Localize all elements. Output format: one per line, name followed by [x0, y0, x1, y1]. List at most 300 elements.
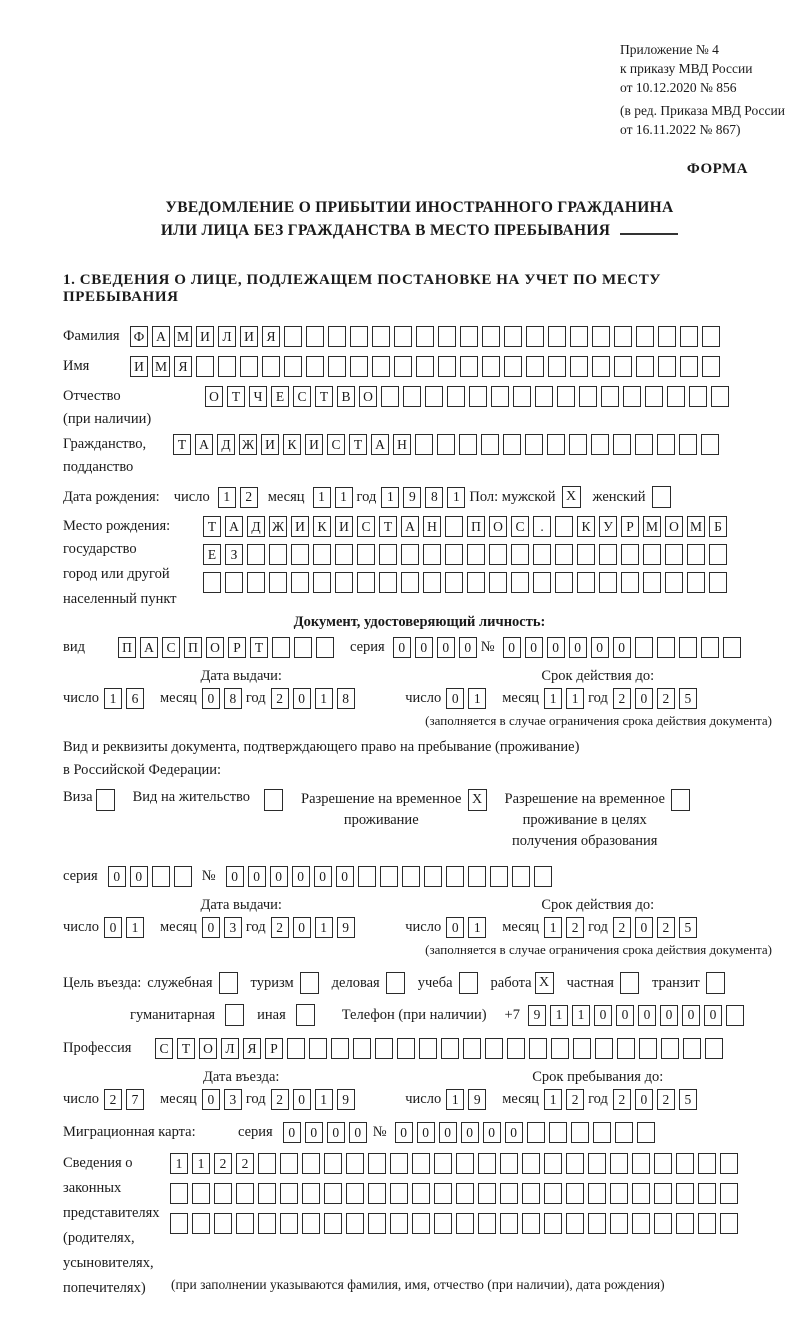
char-box[interactable]: 1: [468, 688, 486, 709]
char-box[interactable]: [269, 572, 287, 593]
char-box[interactable]: [698, 1153, 716, 1174]
char-box[interactable]: [434, 1213, 452, 1234]
char-box[interactable]: [346, 1183, 364, 1204]
char-box[interactable]: [357, 572, 375, 593]
char-box[interactable]: [676, 1213, 694, 1234]
char-box[interactable]: О: [665, 516, 683, 537]
char-box[interactable]: 1: [313, 487, 331, 508]
char-box[interactable]: 1: [192, 1153, 210, 1174]
char-box[interactable]: 8: [425, 487, 443, 508]
char-box[interactable]: 1: [550, 1005, 568, 1026]
char-box[interactable]: [346, 1213, 364, 1234]
char-box[interactable]: [445, 544, 463, 565]
char-box[interactable]: 0: [437, 637, 455, 658]
char-box[interactable]: [570, 326, 588, 347]
char-box[interactable]: 0: [349, 1122, 367, 1143]
char-box[interactable]: Т: [379, 516, 397, 537]
char-box[interactable]: 2: [236, 1153, 254, 1174]
char-box[interactable]: [456, 1213, 474, 1234]
char-box[interactable]: П: [118, 637, 136, 658]
char-box[interactable]: [284, 326, 302, 347]
char-box[interactable]: [701, 637, 719, 658]
char-box[interactable]: [403, 386, 421, 407]
char-box[interactable]: [438, 326, 456, 347]
char-box[interactable]: [372, 356, 390, 377]
char-box[interactable]: [511, 544, 529, 565]
char-box[interactable]: 6: [126, 688, 144, 709]
char-box[interactable]: [522, 1213, 540, 1234]
char-box[interactable]: [533, 544, 551, 565]
char-box[interactable]: [667, 386, 685, 407]
char-box[interactable]: 1: [218, 487, 236, 508]
char-box[interactable]: [328, 326, 346, 347]
char-box[interactable]: С: [511, 516, 529, 537]
char-box[interactable]: [702, 326, 720, 347]
char-box[interactable]: [478, 1213, 496, 1234]
char-box[interactable]: [423, 544, 441, 565]
char-box[interactable]: [423, 572, 441, 593]
char-box[interactable]: 0: [270, 866, 288, 887]
char-box[interactable]: 0: [248, 866, 266, 887]
char-box[interactable]: 9: [403, 487, 421, 508]
char-box[interactable]: [513, 386, 531, 407]
char-box[interactable]: [511, 572, 529, 593]
char-box[interactable]: [709, 572, 727, 593]
char-box[interactable]: [456, 1153, 474, 1174]
temp-residence-permit-checkbox[interactable]: X: [468, 789, 487, 811]
char-box[interactable]: 1: [170, 1153, 188, 1174]
char-box[interactable]: 0: [202, 1089, 220, 1110]
char-box[interactable]: 3: [224, 917, 242, 938]
char-box[interactable]: Е: [203, 544, 221, 565]
char-box[interactable]: [419, 1038, 437, 1059]
char-box[interactable]: [324, 1213, 342, 1234]
char-box[interactable]: [709, 544, 727, 565]
char-box[interactable]: [610, 1183, 628, 1204]
purpose-other-checkbox[interactable]: [296, 1004, 315, 1026]
char-box[interactable]: [306, 326, 324, 347]
char-box[interactable]: А: [152, 326, 170, 347]
char-box[interactable]: [687, 544, 705, 565]
char-box[interactable]: 0: [327, 1122, 345, 1143]
char-box[interactable]: 1: [544, 917, 562, 938]
char-box[interactable]: [291, 572, 309, 593]
char-box[interactable]: [379, 544, 397, 565]
char-box[interactable]: [306, 356, 324, 377]
char-box[interactable]: 5: [679, 1089, 697, 1110]
char-box[interactable]: [467, 544, 485, 565]
char-box[interactable]: Т: [177, 1038, 195, 1059]
visa-checkbox[interactable]: [96, 789, 115, 811]
char-box[interactable]: [577, 572, 595, 593]
char-box[interactable]: [544, 1213, 562, 1234]
char-box[interactable]: 2: [104, 1089, 122, 1110]
char-box[interactable]: Е: [271, 386, 289, 407]
char-box[interactable]: [482, 326, 500, 347]
char-box[interactable]: [225, 572, 243, 593]
char-box[interactable]: [507, 1038, 525, 1059]
char-box[interactable]: М: [687, 516, 705, 537]
char-box[interactable]: [500, 1183, 518, 1204]
char-box[interactable]: [698, 1183, 716, 1204]
char-box[interactable]: [240, 356, 258, 377]
char-box[interactable]: [720, 1213, 738, 1234]
char-box[interactable]: [570, 356, 588, 377]
char-box[interactable]: [555, 516, 573, 537]
char-box[interactable]: [485, 1038, 503, 1059]
char-box[interactable]: [214, 1183, 232, 1204]
char-box[interactable]: [645, 386, 663, 407]
purpose-private-checkbox[interactable]: [620, 972, 639, 994]
char-box[interactable]: 0: [660, 1005, 678, 1026]
char-box[interactable]: [491, 386, 509, 407]
char-box[interactable]: [522, 1153, 540, 1174]
char-box[interactable]: 2: [566, 1089, 584, 1110]
char-box[interactable]: О: [205, 386, 223, 407]
char-box[interactable]: [658, 356, 676, 377]
char-box[interactable]: [687, 572, 705, 593]
char-box[interactable]: [434, 1183, 452, 1204]
char-box[interactable]: [390, 1213, 408, 1234]
char-box[interactable]: [269, 544, 287, 565]
purpose-study-checkbox[interactable]: [459, 972, 478, 994]
char-box[interactable]: М: [174, 326, 192, 347]
char-box[interactable]: [592, 326, 610, 347]
char-box[interactable]: А: [371, 434, 389, 455]
char-box[interactable]: [214, 1213, 232, 1234]
char-box[interactable]: Я: [243, 1038, 261, 1059]
char-box[interactable]: 7: [126, 1089, 144, 1110]
char-box[interactable]: О: [489, 516, 507, 537]
char-box[interactable]: [353, 1038, 371, 1059]
char-box[interactable]: [680, 326, 698, 347]
char-box[interactable]: 1: [335, 487, 353, 508]
char-box[interactable]: [425, 386, 443, 407]
char-box[interactable]: Ж: [239, 434, 257, 455]
char-box[interactable]: 0: [704, 1005, 722, 1026]
char-box[interactable]: 5: [679, 688, 697, 709]
char-box[interactable]: 1: [446, 1089, 464, 1110]
char-box[interactable]: 0: [503, 637, 521, 658]
purpose-work-checkbox[interactable]: X: [535, 972, 554, 994]
char-box[interactable]: А: [195, 434, 213, 455]
char-box[interactable]: [632, 1183, 650, 1204]
char-box[interactable]: [481, 434, 499, 455]
char-box[interactable]: 1: [315, 688, 333, 709]
purpose-transit-checkbox[interactable]: [706, 972, 725, 994]
char-box[interactable]: [665, 572, 683, 593]
char-box[interactable]: [599, 544, 617, 565]
char-box[interactable]: 1: [566, 688, 584, 709]
char-box[interactable]: [415, 434, 433, 455]
char-box[interactable]: И: [130, 356, 148, 377]
char-box[interactable]: [258, 1153, 276, 1174]
char-box[interactable]: С: [155, 1038, 173, 1059]
char-box[interactable]: 1: [126, 917, 144, 938]
char-box[interactable]: [247, 544, 265, 565]
char-box[interactable]: 0: [439, 1122, 457, 1143]
char-box[interactable]: 9: [337, 1089, 355, 1110]
char-box[interactable]: [302, 1213, 320, 1234]
char-box[interactable]: 0: [415, 637, 433, 658]
char-box[interactable]: [698, 1213, 716, 1234]
char-box[interactable]: [571, 1122, 589, 1143]
char-box[interactable]: [438, 356, 456, 377]
char-box[interactable]: 9: [468, 1089, 486, 1110]
edu-residence-permit-checkbox[interactable]: [671, 789, 690, 811]
char-box[interactable]: [381, 386, 399, 407]
char-box[interactable]: [639, 1038, 657, 1059]
char-box[interactable]: Т: [173, 434, 191, 455]
char-box[interactable]: [555, 544, 573, 565]
char-box[interactable]: [467, 572, 485, 593]
char-box[interactable]: [579, 386, 597, 407]
char-box[interactable]: [294, 637, 312, 658]
char-box[interactable]: [258, 1213, 276, 1234]
char-box[interactable]: [441, 1038, 459, 1059]
char-box[interactable]: [459, 434, 477, 455]
char-box[interactable]: 0: [108, 866, 126, 887]
char-box[interactable]: [357, 544, 375, 565]
char-box[interactable]: 0: [393, 637, 411, 658]
char-box[interactable]: 2: [271, 1089, 289, 1110]
char-box[interactable]: [610, 1153, 628, 1174]
residence-permit-checkbox[interactable]: [264, 789, 283, 811]
char-box[interactable]: [701, 434, 719, 455]
char-box[interactable]: [522, 1183, 540, 1204]
char-box[interactable]: [358, 866, 376, 887]
char-box[interactable]: [588, 1153, 606, 1174]
char-box[interactable]: 0: [202, 688, 220, 709]
char-box[interactable]: [723, 637, 741, 658]
char-box[interactable]: 0: [525, 637, 543, 658]
char-box[interactable]: [262, 356, 280, 377]
char-box[interactable]: 8: [224, 688, 242, 709]
char-box[interactable]: [196, 356, 214, 377]
char-box[interactable]: [623, 386, 641, 407]
char-box[interactable]: [525, 434, 543, 455]
char-box[interactable]: [637, 1122, 655, 1143]
char-box[interactable]: О: [206, 637, 224, 658]
char-box[interactable]: [416, 356, 434, 377]
char-box[interactable]: [676, 1153, 694, 1174]
char-box[interactable]: [569, 434, 587, 455]
char-box[interactable]: [592, 356, 610, 377]
char-box[interactable]: Л: [218, 326, 236, 347]
char-box[interactable]: 0: [635, 917, 653, 938]
char-box[interactable]: [614, 326, 632, 347]
char-box[interactable]: 0: [569, 637, 587, 658]
char-box[interactable]: М: [643, 516, 661, 537]
char-box[interactable]: 1: [104, 688, 122, 709]
char-box[interactable]: [456, 1183, 474, 1204]
char-box[interactable]: 1: [447, 487, 465, 508]
char-box[interactable]: А: [225, 516, 243, 537]
char-box[interactable]: 0: [616, 1005, 634, 1026]
char-box[interactable]: 1: [544, 1089, 562, 1110]
char-box[interactable]: [380, 866, 398, 887]
char-box[interactable]: 2: [214, 1153, 232, 1174]
char-box[interactable]: 0: [505, 1122, 523, 1143]
char-box[interactable]: [397, 1038, 415, 1059]
char-box[interactable]: [368, 1213, 386, 1234]
char-box[interactable]: А: [401, 516, 419, 537]
char-box[interactable]: [313, 544, 331, 565]
char-box[interactable]: А: [140, 637, 158, 658]
char-box[interactable]: [632, 1213, 650, 1234]
char-box[interactable]: 2: [613, 917, 631, 938]
char-box[interactable]: [614, 356, 632, 377]
char-box[interactable]: Р: [621, 516, 639, 537]
char-box[interactable]: 0: [638, 1005, 656, 1026]
char-box[interactable]: [654, 1213, 672, 1234]
char-box[interactable]: [152, 866, 170, 887]
char-box[interactable]: [534, 866, 552, 887]
char-box[interactable]: [280, 1183, 298, 1204]
char-box[interactable]: [280, 1213, 298, 1234]
char-box[interactable]: [720, 1183, 738, 1204]
char-box[interactable]: Я: [262, 326, 280, 347]
char-box[interactable]: [394, 326, 412, 347]
char-box[interactable]: Б: [709, 516, 727, 537]
char-box[interactable]: 0: [292, 866, 310, 887]
char-box[interactable]: Т: [315, 386, 333, 407]
char-box[interactable]: Ч: [249, 386, 267, 407]
char-box[interactable]: [720, 1153, 738, 1174]
char-box[interactable]: [632, 1153, 650, 1174]
char-box[interactable]: [588, 1183, 606, 1204]
char-box[interactable]: [661, 1038, 679, 1059]
char-box[interactable]: [679, 637, 697, 658]
char-box[interactable]: [615, 1122, 633, 1143]
char-box[interactable]: [192, 1183, 210, 1204]
purpose-official-checkbox[interactable]: [219, 972, 238, 994]
char-box[interactable]: [350, 326, 368, 347]
char-box[interactable]: 2: [613, 688, 631, 709]
sex-male-checkbox[interactable]: X: [562, 486, 581, 508]
char-box[interactable]: 2: [657, 688, 675, 709]
char-box[interactable]: [460, 326, 478, 347]
char-box[interactable]: 2: [613, 1089, 631, 1110]
char-box[interactable]: [555, 572, 573, 593]
char-box[interactable]: [236, 1183, 254, 1204]
char-box[interactable]: [549, 1122, 567, 1143]
char-box[interactable]: [705, 1038, 723, 1059]
char-box[interactable]: [591, 434, 609, 455]
char-box[interactable]: [350, 356, 368, 377]
char-box[interactable]: [313, 572, 331, 593]
char-box[interactable]: 0: [446, 917, 464, 938]
char-box[interactable]: [236, 1213, 254, 1234]
char-box[interactable]: [702, 356, 720, 377]
char-box[interactable]: [527, 1122, 545, 1143]
char-box[interactable]: Ф: [130, 326, 148, 347]
char-box[interactable]: [324, 1183, 342, 1204]
char-box[interactable]: [566, 1153, 584, 1174]
char-box[interactable]: [375, 1038, 393, 1059]
char-box[interactable]: 2: [271, 688, 289, 709]
char-box[interactable]: [588, 1213, 606, 1234]
char-box[interactable]: К: [283, 434, 301, 455]
char-box[interactable]: [635, 637, 653, 658]
char-box[interactable]: Я: [174, 356, 192, 377]
char-box[interactable]: [566, 1183, 584, 1204]
char-box[interactable]: 2: [657, 1089, 675, 1110]
char-box[interactable]: [500, 1153, 518, 1174]
char-box[interactable]: Т: [203, 516, 221, 537]
purpose-business-checkbox[interactable]: [386, 972, 405, 994]
char-box[interactable]: [547, 434, 565, 455]
char-box[interactable]: [412, 1153, 430, 1174]
char-box[interactable]: 0: [130, 866, 148, 887]
char-box[interactable]: 0: [613, 637, 631, 658]
char-box[interactable]: [643, 572, 661, 593]
char-box[interactable]: [689, 386, 707, 407]
char-box[interactable]: О: [199, 1038, 217, 1059]
char-box[interactable]: 0: [635, 1089, 653, 1110]
char-box[interactable]: 5: [679, 917, 697, 938]
char-box[interactable]: 3: [224, 1089, 242, 1110]
char-box[interactable]: 2: [566, 917, 584, 938]
char-box[interactable]: [437, 434, 455, 455]
char-box[interactable]: 1: [381, 487, 399, 508]
char-box[interactable]: [218, 356, 236, 377]
char-box[interactable]: Т: [250, 637, 268, 658]
char-box[interactable]: [665, 544, 683, 565]
char-box[interactable]: [557, 386, 575, 407]
char-box[interactable]: С: [293, 386, 311, 407]
purpose-humanitarian-checkbox[interactable]: [225, 1004, 244, 1026]
char-box[interactable]: 0: [202, 917, 220, 938]
char-box[interactable]: [309, 1038, 327, 1059]
char-box[interactable]: [643, 544, 661, 565]
char-box[interactable]: [544, 1153, 562, 1174]
char-box[interactable]: [636, 356, 654, 377]
char-box[interactable]: [526, 326, 544, 347]
char-box[interactable]: К: [577, 516, 595, 537]
char-box[interactable]: [504, 356, 522, 377]
char-box[interactable]: [368, 1183, 386, 1204]
char-box[interactable]: 9: [337, 917, 355, 938]
char-box[interactable]: 0: [446, 688, 464, 709]
char-box[interactable]: [434, 1153, 452, 1174]
char-box[interactable]: [331, 1038, 349, 1059]
char-box[interactable]: 8: [337, 688, 355, 709]
char-box[interactable]: К: [313, 516, 331, 537]
char-box[interactable]: Л: [221, 1038, 239, 1059]
char-box[interactable]: [676, 1183, 694, 1204]
char-box[interactable]: Т: [349, 434, 367, 455]
char-box[interactable]: [203, 572, 221, 593]
char-box[interactable]: [335, 544, 353, 565]
char-box[interactable]: 0: [293, 917, 311, 938]
char-box[interactable]: [446, 866, 464, 887]
char-box[interactable]: [460, 356, 478, 377]
char-box[interactable]: [463, 1038, 481, 1059]
char-box[interactable]: 0: [594, 1005, 612, 1026]
char-box[interactable]: [683, 1038, 701, 1059]
char-box[interactable]: 0: [336, 866, 354, 887]
char-box[interactable]: О: [359, 386, 377, 407]
char-box[interactable]: [551, 1038, 569, 1059]
char-box[interactable]: И: [240, 326, 258, 347]
char-box[interactable]: Н: [393, 434, 411, 455]
char-box[interactable]: [490, 866, 508, 887]
char-box[interactable]: С: [357, 516, 375, 537]
char-box[interactable]: 2: [271, 917, 289, 938]
char-box[interactable]: [503, 434, 521, 455]
char-box[interactable]: [636, 326, 654, 347]
